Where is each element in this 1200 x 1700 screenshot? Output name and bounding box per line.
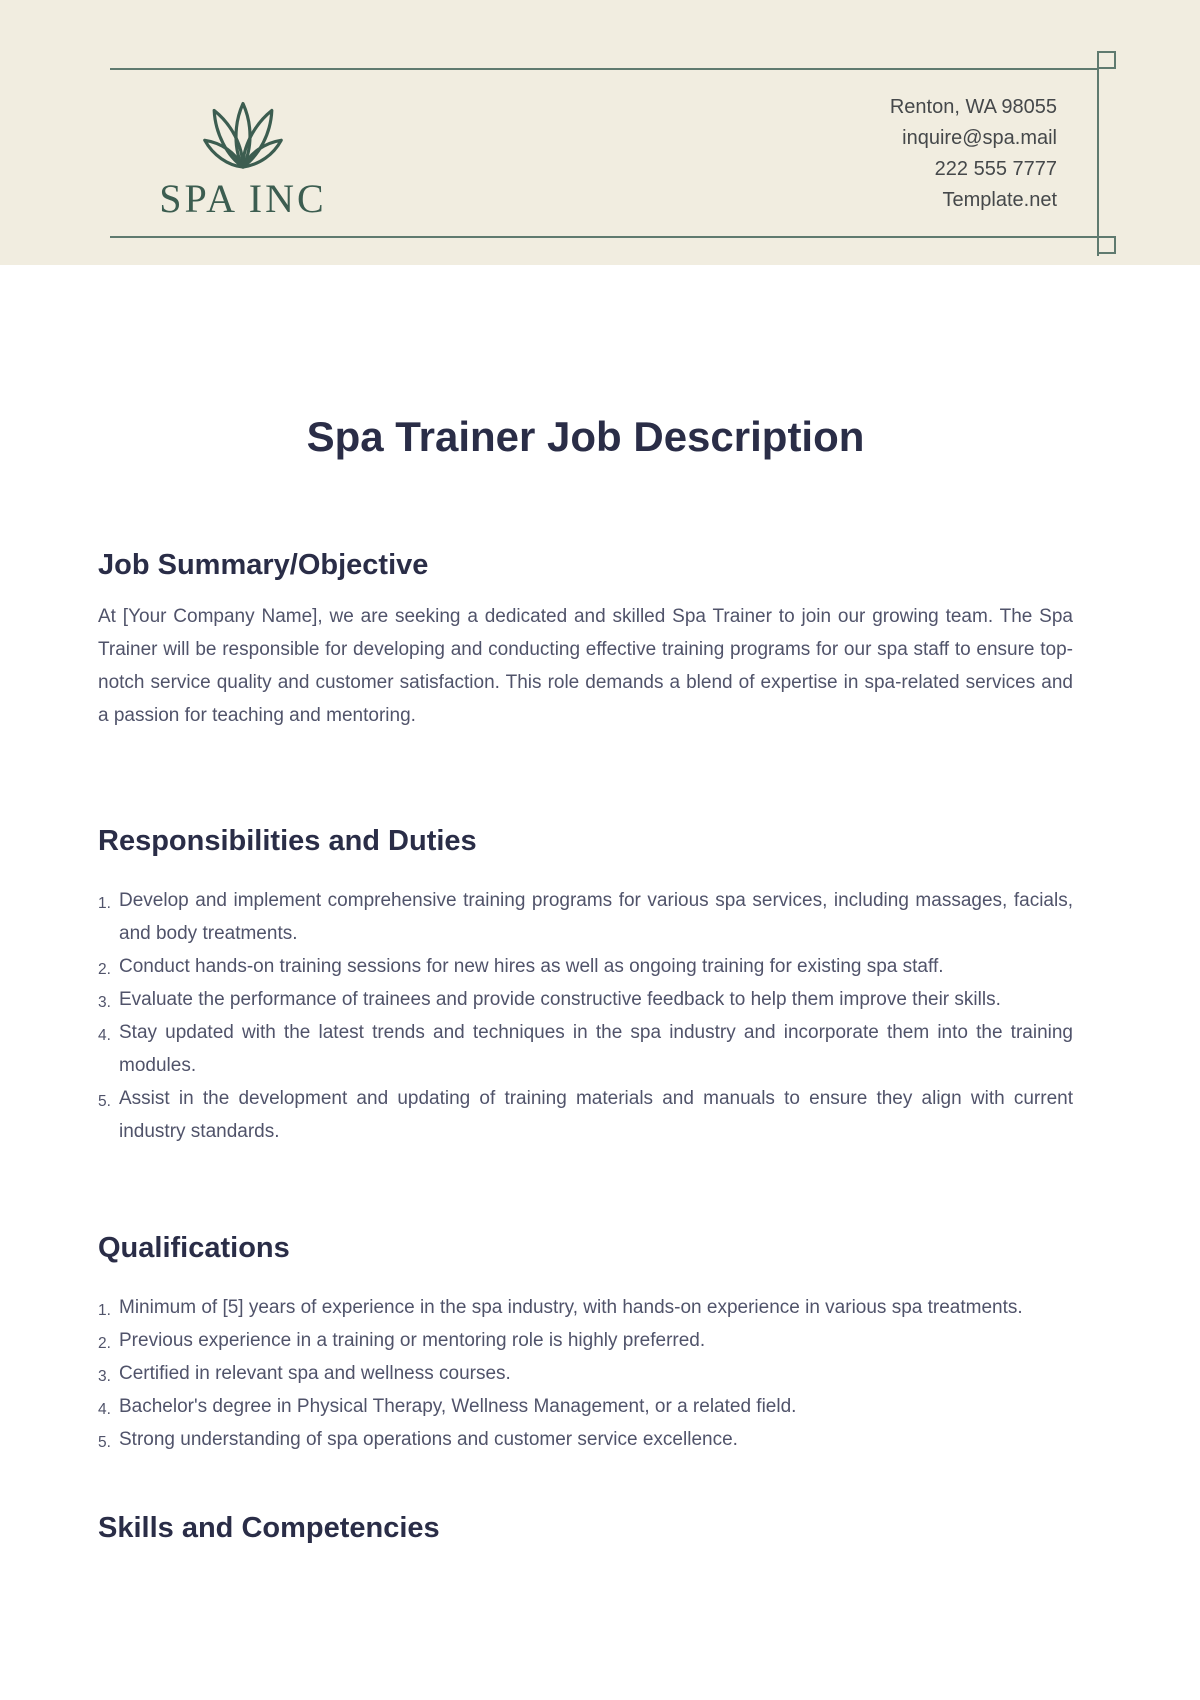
list-item: Minimum of [5] years of experience in the spa industry, with hands-on experience in various spa treatments. [119,1297,1023,1318]
document-content [0,412,1200,1547]
letterhead-bottom-rule [110,236,1098,238]
list-item: Previous experience in a training or mentoring role is highly preferred. [119,1330,706,1351]
list-item: Conduct hands-on training sessions for new hires as well as ongoing training for existing spa staff. [119,956,944,977]
section-heading-job-summary: Job Summary/Objective [98,549,429,581]
letterhead-top-corner-square [1097,51,1116,69]
list-item: Assist in the development and updating of training materials and manuals to ensure they align with current industry standards. [119,1088,1073,1142]
job-summary-paragraph: At [Your Company Name], we are seeking a dedicated and skilled Spa Trainer to join our growing team. The Spa Trainer will be responsible for developing and conducting effective training programs for our spa staff to ensure top-notch service quality and customer satisfaction. This role demands a blend of expertise in spa-related services and a passion for teaching and mentoring. [98,606,1073,726]
brand [144,94,342,222]
section-heading-qualifications: Qualifications [98,1232,290,1264]
section-heading-skills: Skills and Competencies [98,1512,440,1544]
section-responsibilities [98,822,1073,1148]
lotus-logo-icon [144,94,342,171]
qualifications-list [98,1291,1073,1456]
letterhead-vertical-rule [1097,52,1099,256]
list-item: Evaluate the performance of trainees and provide constructive feedback to help them improve their skills. [119,989,1001,1010]
contact-address: Renton, WA 98055 [889,96,1057,118]
list-item: Certified in relevant spa and wellness courses. [119,1363,511,1384]
letterhead-bottom-corner-square [1097,236,1116,254]
contact-info [890,92,1057,216]
list-item: Stay updated with the latest trends and techniques in the spa industry and incorporate them into the training modules. [119,1022,1073,1076]
list-item: Develop and implement comprehensive training programs for various spa services, including massages, facials, and body treatments. [119,890,1073,944]
page-title: Spa Trainer Job Description [306,413,865,460]
list-item: Bachelor's degree in Physical Therapy, Wellness Management, or a related field. [119,1396,797,1417]
contact-website: Template.net [942,189,1057,211]
letterhead [0,0,1200,265]
contact-email: inquire@spa.mail [902,127,1057,149]
section-qualifications [98,1229,1073,1456]
section-heading-responsibilities: Responsibilities and Duties [98,825,477,857]
list-item: Strong understanding of spa operations and customer service excellence. [119,1429,738,1450]
responsibilities-list [98,884,1073,1148]
section-skills [98,1509,1073,1547]
letterhead-top-rule [110,68,1098,70]
section-job-summary [98,546,1073,732]
brand-name: SPA INC [159,176,327,221]
contact-phone: 222 555 7777 [934,158,1057,180]
